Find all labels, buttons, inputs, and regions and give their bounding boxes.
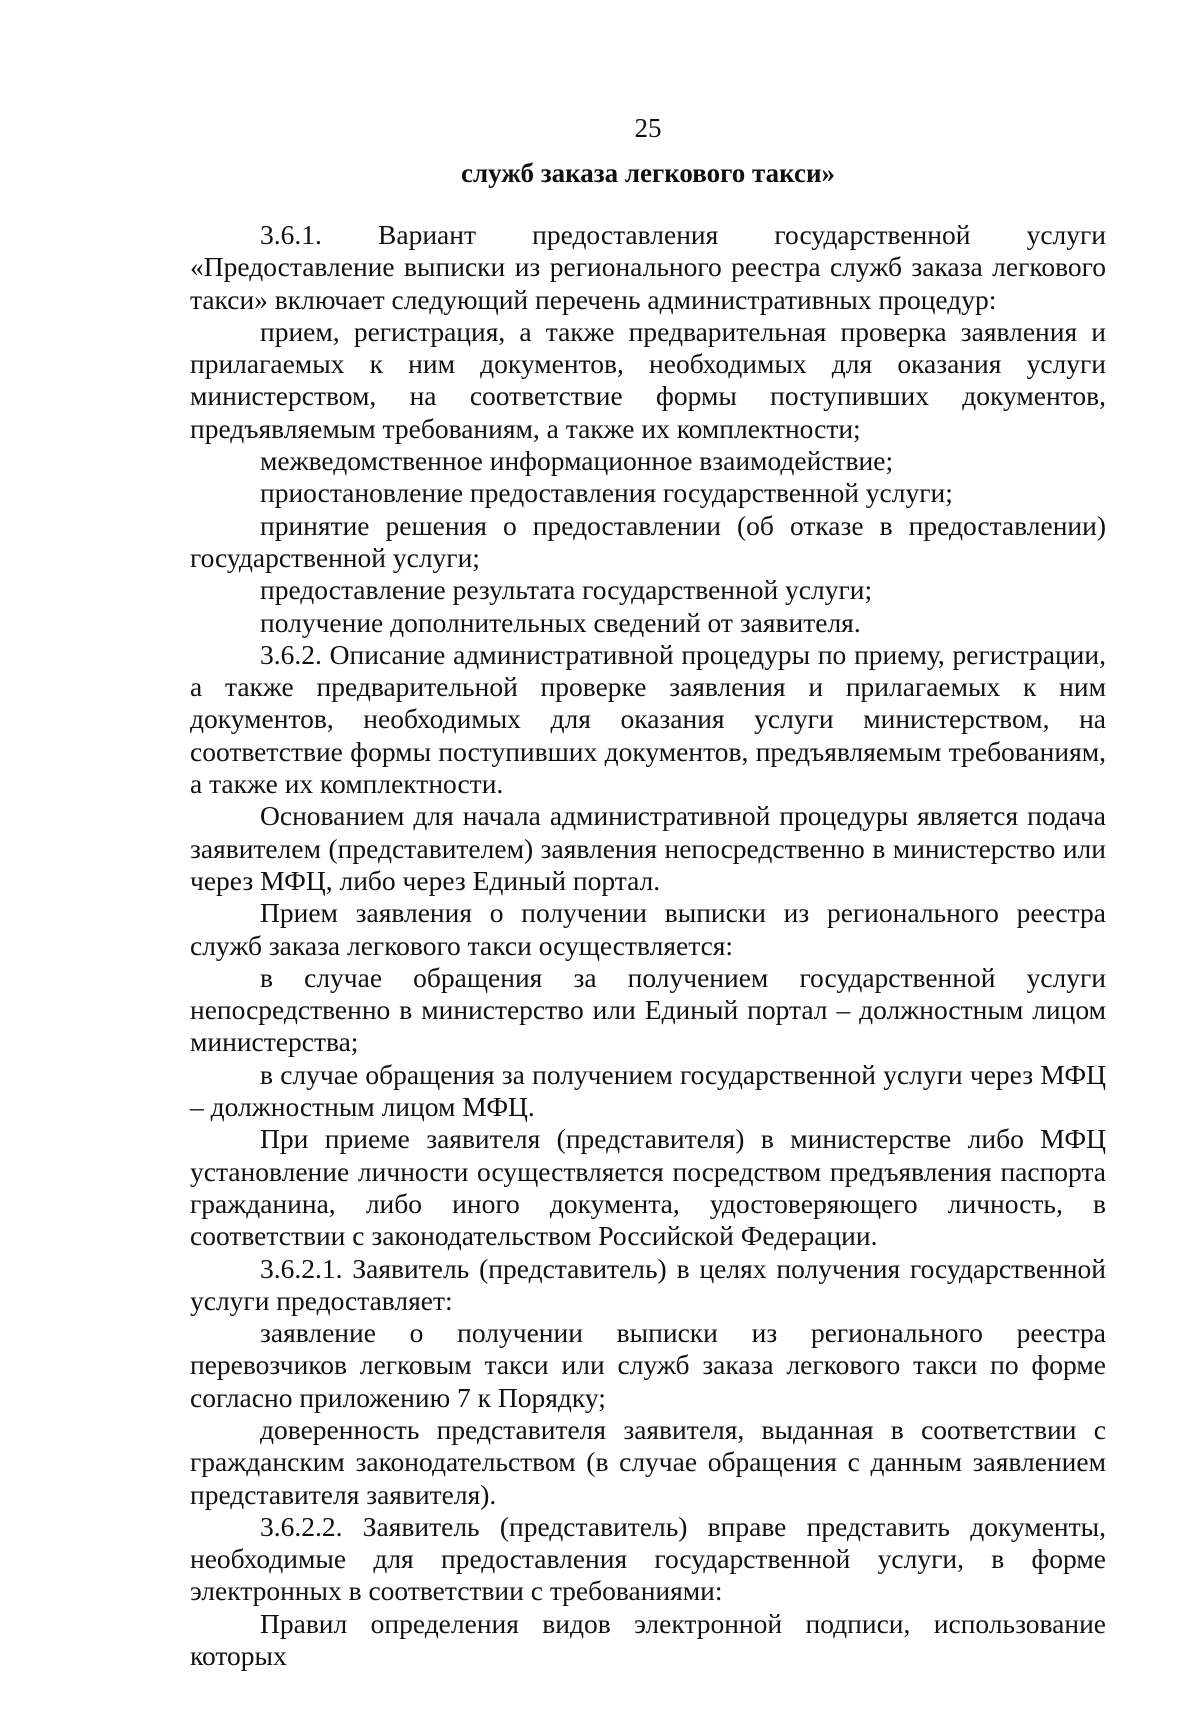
paragraph: При приеме заявителя (представителя) в министерстве либо МФЦ установление личности осуществляется посредством предъявления паспорта гражданина, либо иного документа, удостоверяющего личность, в соответствии с законодательством Российской Федерации. <box>190 1123 1106 1252</box>
paragraph: предоставление результата государственной услуги; <box>260 574 873 606</box>
paragraph: 3.6.2.2. Заявитель (представитель) вправе представить документы, необходимые для предоставления государственной услуги, в форме электронных в соответствии с требованиями: <box>190 1510 1106 1607</box>
paragraph: в случае обращения за получением государственной услуги через МФЦ – должностным лицом МФЦ. <box>190 1058 1106 1123</box>
paragraph: доверенность представителя заявителя, выданная в соответствии с гражданским законодательством (в случае обращения с данным заявлением представителя заявителя). <box>190 1413 1106 1510</box>
paragraph: Основанием для начала административной процедуры является подача заявителем (представителем) заявления непосредственно в министерство или через МФЦ, либо через Единый портал. <box>190 800 1106 896</box>
page-number: 25 <box>634 113 662 143</box>
paragraph: заявление о получении выписки из регионального реестра перевозчиков легковым такси или служб заказа легкового такси по форме согласно приложению 7 к Порядку; <box>190 1317 1106 1413</box>
paragraph: Правил определения видов электронной подписи, использование которых <box>190 1607 1106 1672</box>
document-body <box>190 219 1106 1672</box>
section-heading: служб заказа легкового такси» <box>460 158 836 188</box>
paragraph: 3.6.2. Описание административной процедуры по приему, регистрации, а также предварительной проверке заявления и прилагаемых к ним документов, необходимых для оказания услуги министерством, на соответствие формы поступивших документов, предъявляемым требованиям, а также их комплектности. <box>190 638 1106 800</box>
paragraph: принятие решения о предоставлении (об отказе в предоставлении) государственной услуги; <box>190 509 1106 573</box>
paragraph: 3.6.1. Вариант предоставления государственной услуги «Предоставление выписки из регионального реестра служб заказа легкового такси» включает следующий перечень административных процедур: <box>190 219 1106 315</box>
paragraph: 3.6.2.1. Заявитель (представитель) в целях получения государственной услуги предоставляет: <box>190 1252 1106 1316</box>
paragraph: Прием заявления о получении выписки из регионального реестра служб заказа легкового такси осуществляется: <box>190 897 1106 961</box>
paragraph: получение дополнительных сведений от заявителя. <box>260 606 861 638</box>
paragraph: приостановление предоставления государственной услуги; <box>260 477 953 509</box>
paragraph: в случае обращения за получением государственной услуги непосредственно в министерство или Единый портал – должностным лицом министерства; <box>190 961 1106 1058</box>
paragraph: прием, регистрация, а также предварительная проверка заявления и прилагаемых к ним документов, необходимых для оказания услуги министерством, на соответствие формы поступивших документов, предъявляемым требованиям, а также их комплектности; <box>190 315 1106 444</box>
paragraph: межведомственное информационное взаимодействие; <box>260 445 894 477</box>
